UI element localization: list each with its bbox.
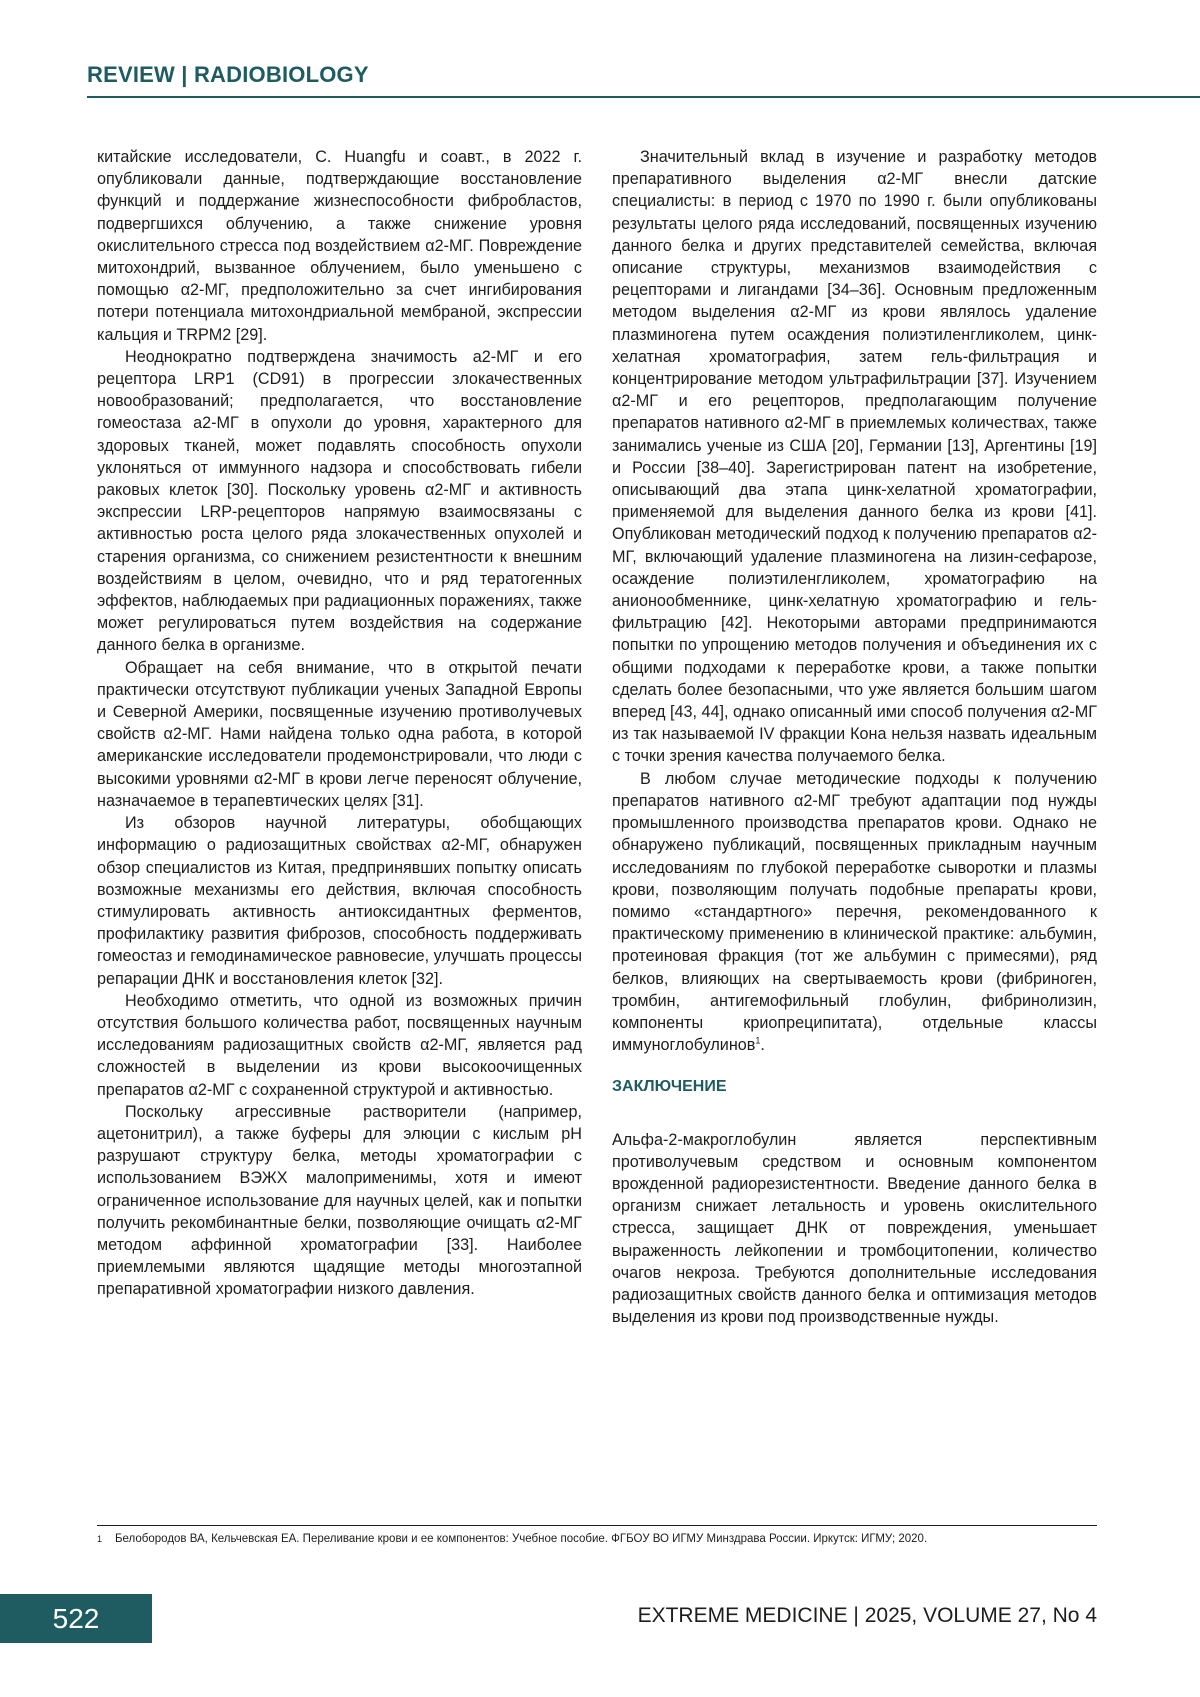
paragraph-text: В любом случае методические подходы к получению препаратов нативного α2-МГ требуют адаптации под нужды промышленного производства препаратов крови. Однако не обнаружено публикаций, посвященных прикладным научным исследованиям по глубокой переработке сыворотки и плазмы крови, позволяющим получать подобные препараты крови, помимо «стандартного» перечня, рекомендованного к практическому применению в клинической практике: альбумин, протеиновая фракция (тот же альбумин с примесями), ряд белков, влияющих на свертываемость крови (фибриноген, тромбин, антигемофильный глобулин, фибринолизин, компоненты криопреципитата), отдельные классы иммуноглобулинов [612, 769, 1097, 1055]
conclusion-paragraph: Альфа-2-макроглобулин является перспективным противолучевым средством и основным компонентом врожденной радиорезистентности. Введение данного белка в организм снижает летальность и уровень окислительного стресса, защищает ДНК от повреждения, уменьшает выраженность лейкопении и тромбоцитопении, количество очагов некроза. Требуются дополнительные исследования радиозащитных свойств данного белка и оптимизация методов выделения из крови под производственные нужды. [612, 1130, 1097, 1327]
section-header: REVIEW | RADIOBIOLOGY [87, 62, 369, 87]
header-divider [87, 96, 1200, 98]
footnote [97, 1532, 1097, 1547]
footnote-ref[interactable]: 1 [755, 1035, 761, 1046]
paragraph: Значительный вклад в изучение и разработку методов препаративного выделения α2-МГ внесли датские специалисты: в период с 1970 по 1990 г. были опубликованы результаты целого ряда исследований, посвященных изучению данного белка и других представителей семейства, включая описание структуры, механизмов взаимодействия с рецепторами и лигандами [34–36]. Основным предложенным методом выделения α2-МГ из крови являлось удаление плазминогена путем осаждения полиэтиленгликолем, цинк-хелатная хроматография, затем гель-фильтрация и концентрирование методом ультрафильтрации [37]. Изучением α2-МГ и его рецепторов, предполагающим получение препаратов нативного α2-МГ в приемлемых количествах, также занимались ученые из США [20], Германии [13], Аргентины [19] и России [38–40]. Зарегистрирован патент на изобретение, описывающий два этапа цинк-хелатной хроматографии, применяемой для выделения данного белка из крови [41]. Опубликован методический подход к получению препаратов α2-МГ, включающий удаление плазминогена на лизин-сефарозе, осаждение полиэтиленгликолем, хроматографию на анионообменнике, цинк-хелатную хроматографию и гель-фильтрацию [42]. Некоторыми авторами предпринимаются попытки по упрощению методов получения и объединения их с общими подходами к переработке крови, а также попытки сделать более безопасными, что уже является большим шагом вперед [43, 44], однако описанный ими способ получения α2-МГ из так называемой IV фракции Кона нельзя назвать идеальным с точки зрения качества получаемого белка. [612, 148, 1097, 766]
footnote-mark: 1 [97, 1534, 103, 1544]
footnote-divider [97, 1525, 1097, 1526]
paragraph: Обращает на себя внимание, что в открытой печати практически отсутствуют публикации ученых Западной Европы и Северной Америки, посвященные изучению противолучевых свойств α2-МГ. Нами найдена только одна работа, в которой американские исследователи продемонстрировали, что люди с высокими уровнями α2-МГ в крови легче переносят облучение, назначаемое в терапевтических целях [31]. [97, 658, 582, 810]
paragraph: Необходимо отметить, что одной из возможных причин отсутствия большого количества работ, посвященных научным исследованиям радиозащитных свойств α2-МГ, является рад сложностей в выделении из крови высокоочищенных препаратов α2-МГ с сохраненной структурой и активностью. [97, 991, 582, 1099]
footnote-text: Белобородов ВА, Кельчевская ЕА. Переливание крови и ее компонентов: Учебное пособие. ФГБОУ ВО ИГМУ Минздрава России. Иркутск: ИГМУ; 2020. [115, 1533, 928, 1545]
paragraph: Поскольку агрессивные растворители (например, ацетонитрил), а также буферы для элюции с кислым pH разрушают структуру белка, методы хроматографии с использованием ВЭЖХ малоприменимы, хотя и имеют ограниченное использование для научных целей, как и попытки получить рекомбинантные белки, позволяющие очищать α2-МГ методом аффинной хроматографии [33]. Наиболее приемлемыми являются щадящие методы многоэтапной препаративной хроматографии низкого давления. [97, 1102, 582, 1299]
journal-info: EXTREME MEDICINE | 2025, VOLUME 27, No 4 [637, 1604, 1097, 1627]
paragraph: Неоднократно подтверждена значимость a2-МГ и его рецептора LRP1 (CD91) в прогрессии злокачественных новообразований; предполагается, что восстановление гомеостаза a2-МГ в опухоли до уровня, характерного для здоровых тканей, может подавлять способность опухоли уклоняться от иммунного надзора и способствовать гибели раковых клеток [30]. Поскольку уровень α2-МГ и активность экспрессии LRP-рецепторов напрямую взаимосвязаны с активностью роста целого ряда злокачественных опухолей и старения организма, со снижением резистентности к внешним воздействиям в целом, очевидно, что и ряд тератогенных эффектов, наблюдаемых при радиационных поражениях, также может регулироваться путем воздействия на содержание данного белка в организме. [97, 347, 582, 655]
paragraph: Из обзоров научной литературы, обобщающих информацию о радиозащитных свойствах α2-МГ, обнаружен обзор специалистов из Китая, предпринявших попытку описать возможные механизмы его действия, включая способность стимулировать активность антиоксидантных ферментов, профилактику развития фиброзов, способность поддерживать гомеостаз и гемодинамическое равновесие, улучшать процессы репарации ДНК и восстановления клеток [32]. [97, 814, 582, 988]
conclusion-heading: ЗАКЛЮЧЕНИЕ [612, 1078, 727, 1096]
right-column [612, 146, 1097, 1328]
paragraph-with-footnote: В любом случае методические подходы к получению препаратов нативного α2-МГ требуют адаптации под нужды промышленного производства препаратов крови. Однако не обнаружено публикаций, посвященных прикладным научным исследованиям по глубокой переработке сыворотки и плазмы крови, позволяющим получать подобные препараты крови, помимо «стандартного» перечня, рекомендованного к практическому применению в клинической практике: альбумин, протеиновая фракция (тот же альбумин с примесями), ряд белков, влияющих на свертываемость крови (фибриноген, тромбин, антигемофильный глобулин, фибринолизин, компоненты криопреципитата), отдельные классы иммуноглобулинов$^1$. [612, 769, 1097, 1055]
paragraph: китайские исследователи, C. Huangfu и соавт., в 2022 г. опубликовали данные, подтверждающие восстановление функций и поддержание жизнеспособности фибробластов, подвергшихся облучению, а также снижение уровня окислительного стресса под воздействием α2-МГ. Повреждение митохондрий, вызванное облучением, было уменьшено с помощью α2-МГ, предположительно за счет ингибирования потери потенциала митохондриальной мембраной, экспрессии кальция и TRPM2 [29]. [97, 148, 582, 344]
left-column [97, 146, 582, 1301]
page-number: 522 [0, 1594, 152, 1643]
